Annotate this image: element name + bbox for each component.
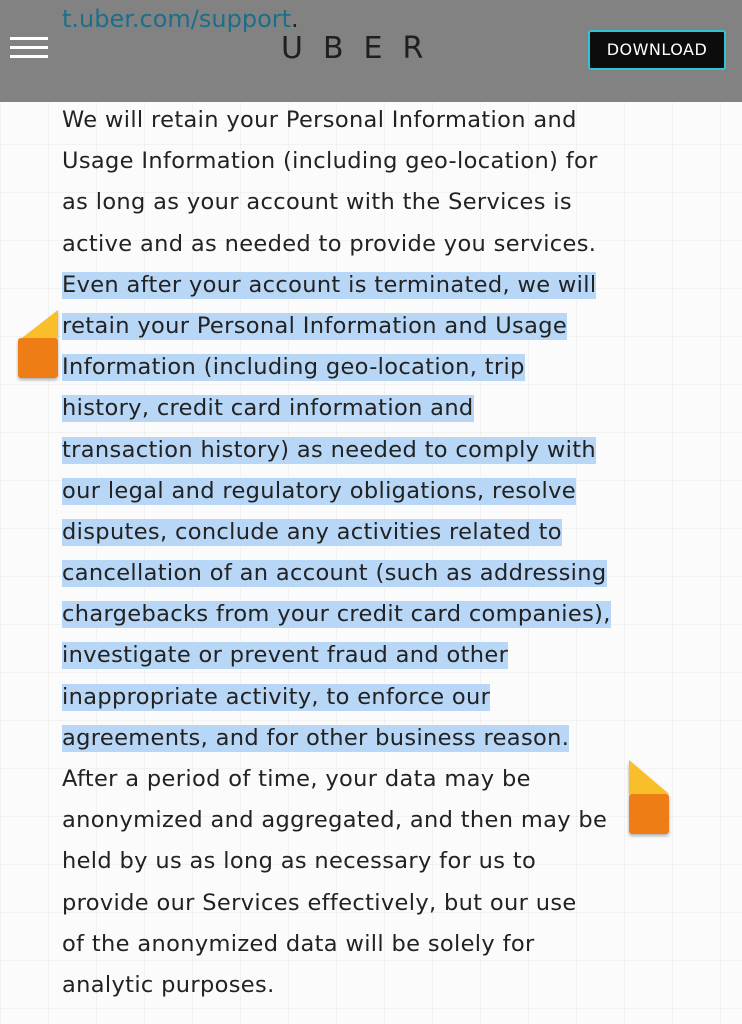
text-line xyxy=(62,141,702,182)
selected-text: transaction history) as needed to comply with xyxy=(62,436,597,463)
selected-text: our legal and regulatory obligations, resolve xyxy=(62,477,576,504)
text-line xyxy=(62,512,702,553)
line-text: After a period of time, your data may be xyxy=(62,766,531,792)
selected-text: agreements, and for other business reason. xyxy=(62,724,570,751)
support-link-period: . xyxy=(291,5,299,33)
menu-bar xyxy=(10,37,48,40)
line-text: held by us as long as necessary for us to xyxy=(62,848,537,875)
text-line xyxy=(62,224,702,265)
text-line xyxy=(62,347,702,388)
text-line xyxy=(62,677,702,718)
line-text: provide our Services effectively, but our use xyxy=(62,889,577,916)
line-text: active and as needed to provide you services. xyxy=(62,230,597,257)
download-button[interactable]: DOWNLOAD xyxy=(588,30,726,70)
text-line xyxy=(62,759,702,800)
selected-text: Information (including geo-location, trip xyxy=(62,354,525,381)
top-header xyxy=(0,0,742,102)
text-line xyxy=(62,100,702,141)
uber-logo[interactable]: UBER xyxy=(281,31,444,66)
selected-text: disputes, conclude any activities related to xyxy=(62,518,562,545)
text-line xyxy=(62,800,702,841)
text-line xyxy=(62,430,702,471)
text-line xyxy=(62,594,702,635)
text-line xyxy=(62,841,702,882)
selected-text: Even after your account is terminated, we will xyxy=(62,271,597,298)
line-text: of the anonymized data will be solely for xyxy=(62,930,535,957)
selected-text: inappropriate activity, to enforce our xyxy=(62,683,491,710)
text-line xyxy=(62,388,702,429)
line-text: Usage Information (including geo-location) for xyxy=(62,148,598,175)
text-line xyxy=(62,306,702,347)
line-text: analytic purposes. xyxy=(62,971,275,998)
text-line xyxy=(62,265,702,306)
selection-end-handle-icon[interactable] xyxy=(627,758,673,838)
privacy-policy-text xyxy=(62,100,702,1006)
text-line xyxy=(62,182,702,223)
line-text: anonymized and aggregated, and then may be xyxy=(62,807,608,834)
line-text: as long as your account with the Services is xyxy=(62,189,572,216)
support-link-text[interactable]: t.uber.com/support xyxy=(62,5,292,33)
text-line xyxy=(62,883,702,924)
selected-text: chargebacks from your credit card companies), xyxy=(62,601,611,628)
text-line xyxy=(62,471,702,512)
text-line xyxy=(62,924,702,965)
selected-text: cancellation of an account (such as addressing xyxy=(62,560,607,587)
line-text: We will retain your Personal Information and xyxy=(62,107,577,133)
selected-text: history, credit card information and xyxy=(62,395,474,422)
hamburger-menu-icon[interactable] xyxy=(10,37,48,59)
text-line xyxy=(62,965,702,1006)
menu-bar xyxy=(10,46,48,49)
selected-text: investigate or prevent fraud and other xyxy=(62,642,509,669)
text-line xyxy=(62,553,702,594)
selected-text: retain your Personal Information and Usage xyxy=(62,312,568,339)
text-line xyxy=(62,635,702,676)
support-link[interactable] xyxy=(62,4,299,34)
selection-start-handle-icon[interactable] xyxy=(16,308,62,382)
menu-bar xyxy=(10,55,48,58)
text-line xyxy=(62,718,702,759)
